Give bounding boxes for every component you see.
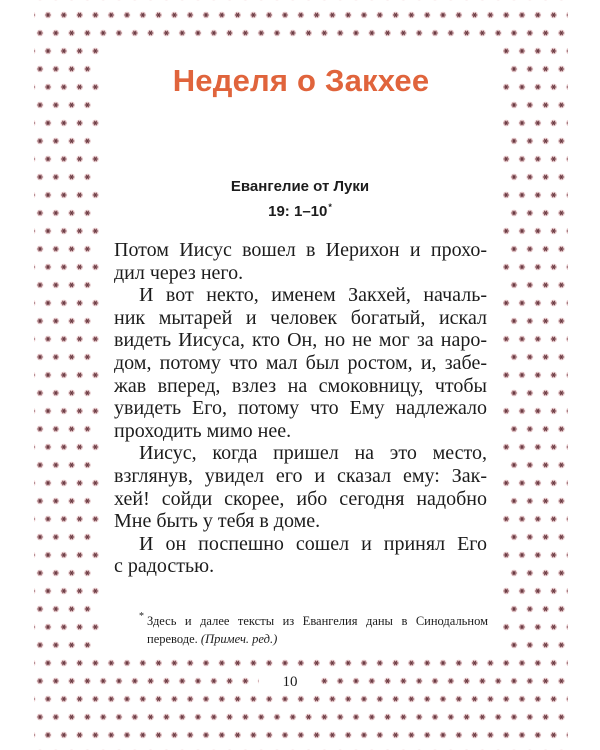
- paragraph: [114, 239, 487, 284]
- footnote-marker: *: [139, 611, 144, 622]
- text-line: И он поспешно сошел и принял Его: [139, 532, 487, 555]
- text-line: Мне быть у тебя в доме.: [114, 510, 321, 533]
- text-line: И вот некто, именем Закхей, началь-: [139, 284, 487, 307]
- text-line: с радостью.: [114, 555, 215, 578]
- footnote-line: Здесь и далее тексты из Евангелия даны в Синодальном: [147, 614, 488, 628]
- text-line: Иисус, когда пришел на это место,: [139, 442, 487, 465]
- footnote-line: [147, 630, 488, 648]
- footnote-marker: *: [328, 202, 332, 212]
- verse-reference: [100, 197, 500, 222]
- gospel-reference-heading: [100, 177, 500, 222]
- footnote: [139, 611, 488, 648]
- text-line: проходить мимо нее.: [114, 419, 292, 442]
- text-line: Потом Иисус вошел в Иерихон и прохо-: [114, 239, 487, 261]
- text-line: ник мытарей и человек богатый, искал: [114, 306, 487, 329]
- page-number: 10: [282, 674, 298, 690]
- text-line: видеть Иисуса, кто Он, но не мог за наро-: [114, 329, 487, 352]
- paragraph: [114, 533, 487, 578]
- text-line: взглянув, увидел его и сказал ему: Зак-: [114, 464, 487, 487]
- gospel-book-name: Евангелие от Луки: [230, 178, 370, 195]
- scripture-text: [114, 239, 487, 578]
- footnote-text: переводе.: [147, 632, 201, 646]
- text-line: жав вперед, взлез на смоковницу, чтобы: [114, 374, 487, 397]
- paragraph: [114, 284, 487, 442]
- text-line: дом, потому что мал был ростом, и, забе-: [114, 351, 487, 374]
- text-line: увидеть Его, потому что Ему надлежало: [114, 397, 487, 420]
- editor-note: (Примеч. ред.): [200, 632, 278, 646]
- page-title: Неделя о Закхее: [172, 63, 430, 98]
- text-line: дил через него.: [114, 261, 244, 284]
- verse-range: 19: 1–10: [268, 203, 328, 220]
- text-line: хей! сойди скорее, ибо сегодня надобно: [114, 487, 487, 510]
- paragraph: [114, 442, 487, 532]
